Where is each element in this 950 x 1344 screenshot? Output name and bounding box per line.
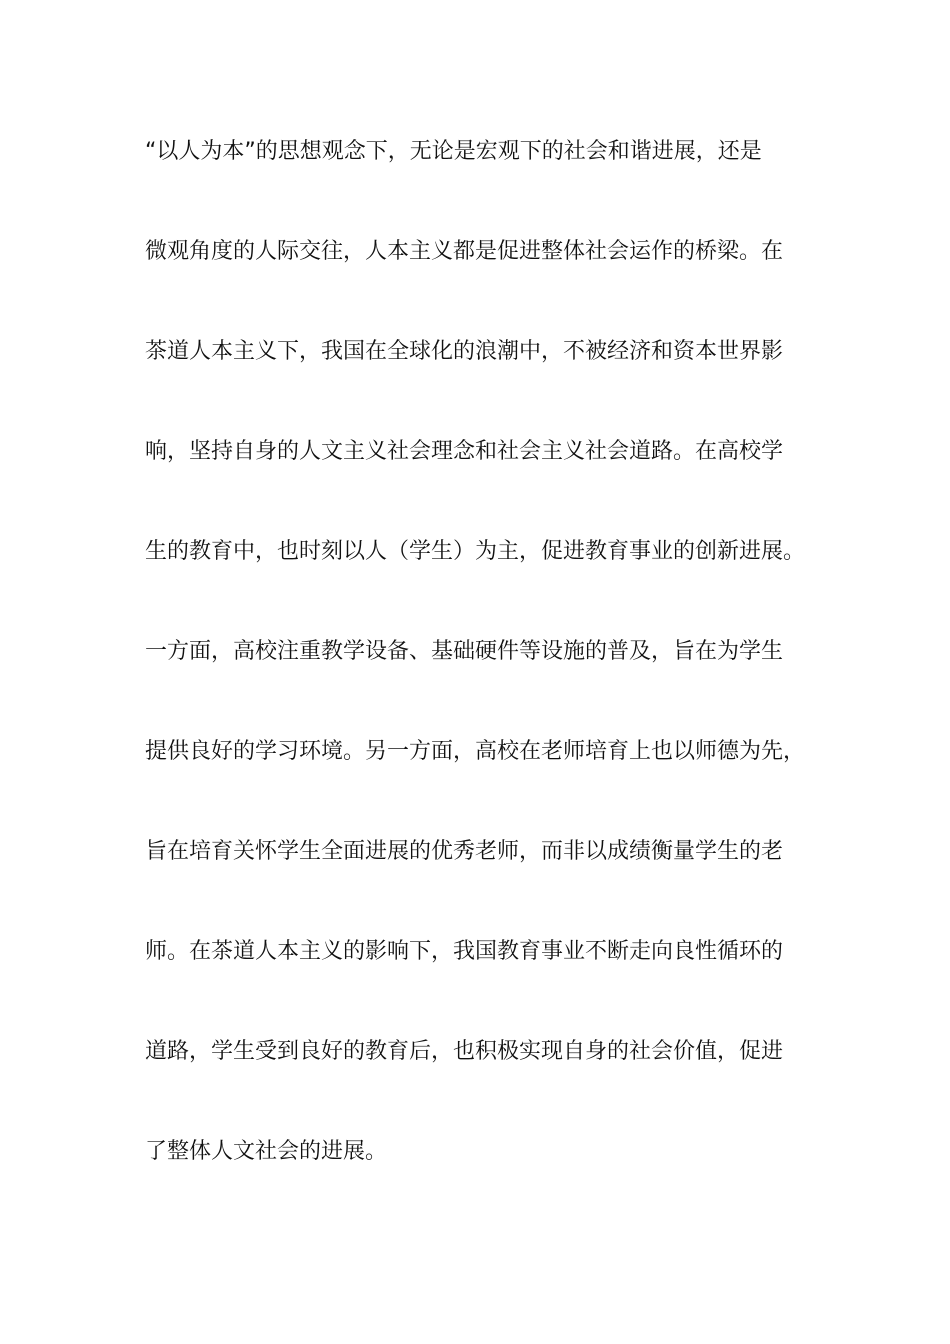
- text-line: 旨在培育关怀学生全面进展的优秀老师，而非以成绩衡量学生的老: [145, 839, 784, 864]
- text-line: 提供良好的学习环境。另一方面，高校在老师培育上也以师德为先，: [145, 739, 806, 764]
- text-line: 茶道人本主义下，我国在全球化的浪潮中，不被经济和资本世界影: [145, 339, 784, 364]
- text-line: 一方面，高校注重教学设备、基础硬件等设施的普及，旨在为学生: [145, 639, 784, 664]
- text-line: 响，坚持自身的人文主义社会理念和社会主义社会道路。在高校学: [145, 439, 784, 464]
- text-line: 了整体人文社会的进展。: [145, 1139, 388, 1164]
- text-line: 师。在茶道人本主义的影响下，我国教育事业不断走向良性循环的: [145, 939, 784, 964]
- text-line: 微观角度的人际交往，人本主义都是促进整体社会运作的桥梁。在: [145, 239, 784, 264]
- text-line: 生的教育中，也时刻以人（学生）为主，促进教育事业的创新进展。: [145, 539, 806, 564]
- text-line: “以人为本”的思想观念下，无论是宏观下的社会和谐进展，还是: [145, 139, 762, 164]
- text-line: 道路，学生受到良好的教育后，也积极实现自身的社会价值，促进: [145, 1039, 784, 1064]
- body-paragraph: [145, 126, 845, 1226]
